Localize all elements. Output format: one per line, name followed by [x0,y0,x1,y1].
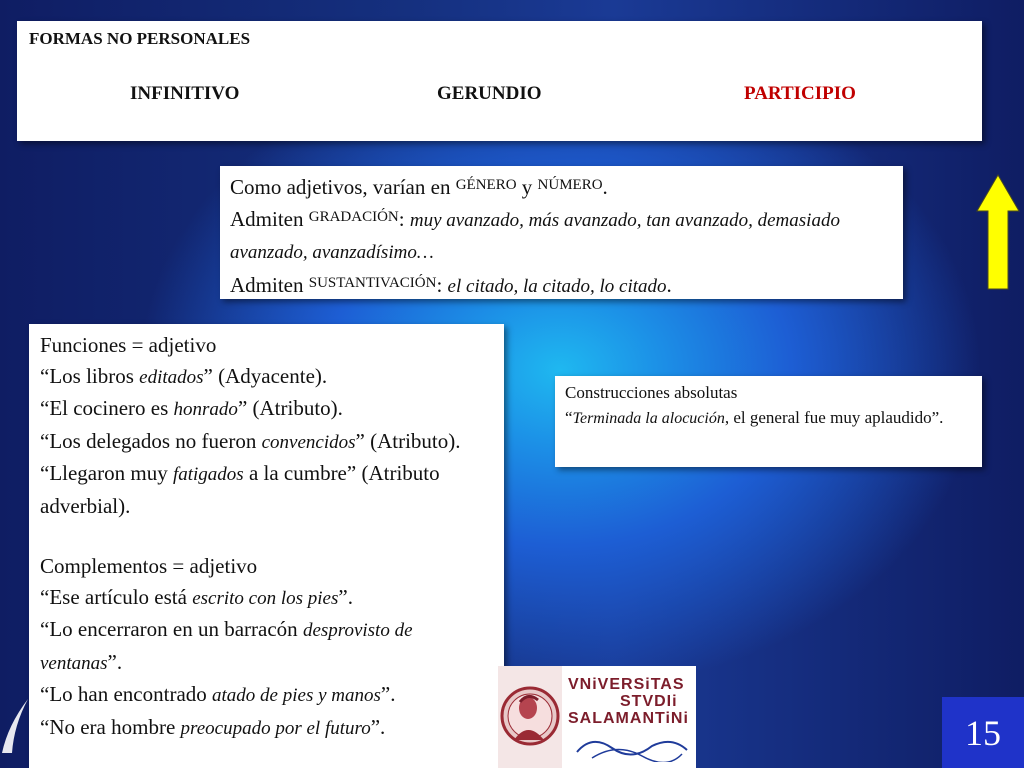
text: “El cocinero es [40,396,174,420]
text: ” (Atributo). [355,428,461,453]
example-word: Terminada la alocución [572,410,725,427]
text: Como adjetivos, varían en [230,175,456,199]
text: Admiten [230,273,309,297]
example-word: fatigados [172,464,244,485]
text: ”. [107,649,123,674]
logo-wordmark [568,676,689,727]
logo-line-3: SALAMANTiNi [568,710,689,727]
form-gerundio: GERUNDIO [437,83,542,104]
text: Admiten [230,207,309,231]
gradacion-examples: muy avanzado, más avanzado, tan avanzado, demasiado avanzado, avanzadísimo… [230,210,840,263]
example-word: honrado [173,399,238,420]
example-line [40,679,493,712]
text: . [602,175,608,199]
header-box [17,21,982,141]
example-word: preocupado por el futuro [180,717,371,739]
text: “Los libros [40,363,140,388]
text: “Llegaron muy [40,461,173,485]
text: “Ese artículo está [40,584,193,609]
text: ”. [338,584,353,609]
functions-box [29,324,504,768]
text: . [666,273,672,297]
example-line [40,361,493,394]
text: ” (Adyacente). [203,363,328,388]
genero-term: GÉNERO [455,177,517,193]
adjective-line-1 [230,170,893,202]
complements-heading: Complementos = adjetivo [40,554,258,578]
text: : [398,207,410,231]
text: “Lo han encontrado [40,682,213,706]
numero-term: NÚMERO [537,177,603,193]
logo-line-2: STVDIi [620,693,678,710]
decorative-swoosh-icon [0,695,30,755]
example-line [565,405,972,431]
text: “No era hombre [40,714,181,739]
example-line [40,393,493,426]
example-line [40,712,493,745]
text: : [436,273,448,297]
absolute-constructions-box [555,376,982,467]
form-infinitivo: INFINITIVO [130,83,240,104]
example-word: atado de pies y manos [212,685,381,706]
adjective-line-3 [230,268,893,302]
example-word: editados [139,366,204,388]
text: “ [565,408,573,427]
form-participio: PARTICIPIO [744,83,856,104]
text: “Lo encerraron en un barracón [40,617,303,641]
text: ”. [380,682,396,706]
text: , el general fue muy aplaudido”. [724,408,944,427]
spacer [40,521,493,551]
sustantivacion-term: SUSTANTIVACIÓN [308,275,437,291]
functions-heading: Funciones = adjetivo [40,333,217,357]
example-line [40,458,493,521]
logo-line-1: VNiVERSiTAS [568,676,685,693]
example-word: escrito con los pies [192,587,339,609]
adjective-line-2 [230,202,893,268]
example-word: desprovisto de ventanas [40,620,413,674]
example-line [40,614,493,679]
absolute-heading: Construcciones absolutas [565,383,738,402]
example-line [40,426,493,459]
header-title: FORMAS NO PERSONALES [29,29,251,48]
flourish-icon [572,732,692,762]
text: ” (Atributo). [237,396,343,420]
text: ”. [370,714,386,739]
sustantivacion-examples: el citado, la citado, lo citado [447,276,667,297]
gradacion-term: GRADACIÓN [308,209,399,225]
example-line [40,582,493,615]
up-arrow-icon [975,173,1021,291]
text: “Los delegados no fueron [40,428,262,453]
example-word: convencidos [261,431,356,453]
portrait-medallion-icon [498,666,562,768]
university-logo [498,666,696,768]
page-number: 15 [942,697,1024,768]
text: a la cumbre” (Atributo adverbial). [40,461,440,518]
adjective-properties-box [220,166,903,299]
text: y [516,175,538,199]
